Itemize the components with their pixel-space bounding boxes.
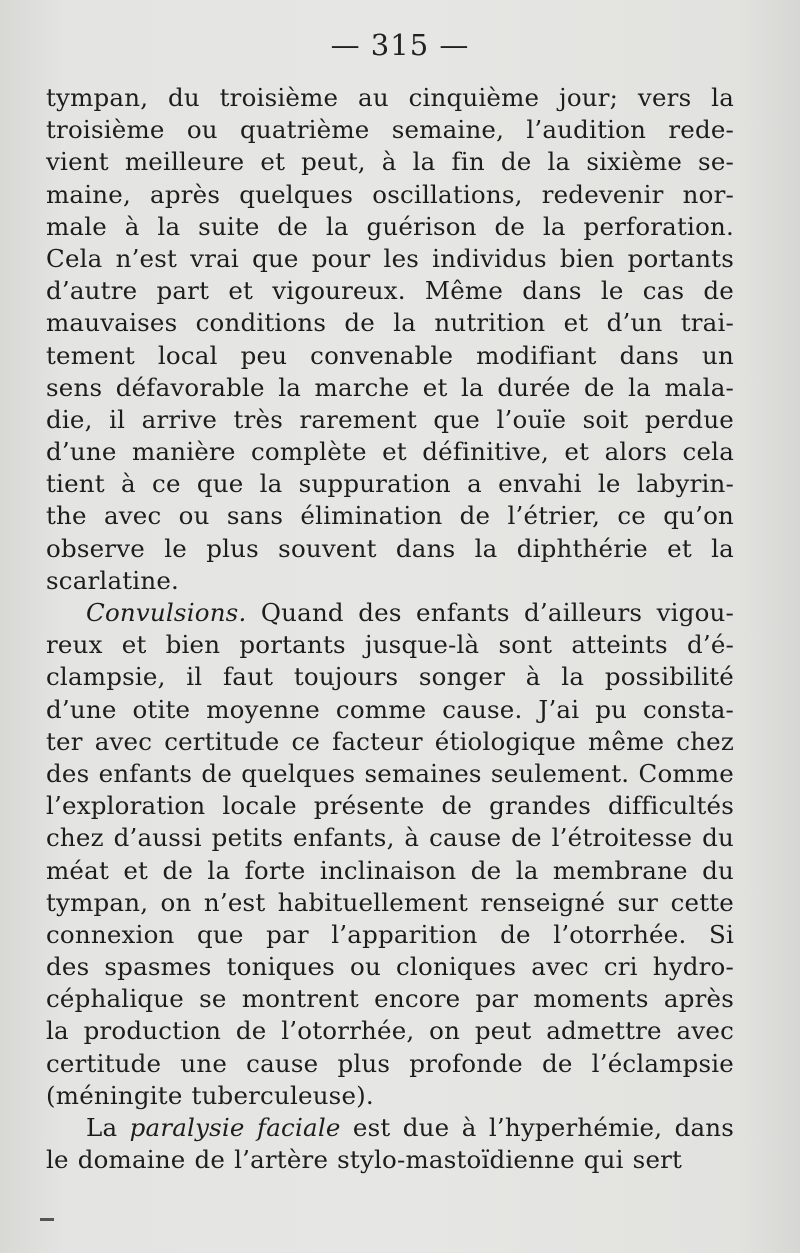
italic-term: paralysie faciale [129, 1113, 341, 1142]
text-line [46, 983, 734, 1015]
text-segment: the avec ou sans élimination de l’étrier, ce qu’on [46, 501, 734, 531]
text-line [46, 500, 734, 532]
text-segment: tement local peu convenable modifiant dans un [46, 340, 734, 370]
text-line [46, 1048, 734, 1080]
text-line [46, 629, 734, 661]
text-line [46, 951, 734, 983]
text-segment: l’exploration locale présente de grandes difficultés [46, 791, 734, 821]
text-segment: maine, après quelques oscillations, redevenir nor- [46, 179, 734, 209]
text-line [46, 887, 734, 919]
text-line [46, 758, 734, 790]
body-text [46, 82, 734, 1176]
text-line [46, 179, 734, 211]
text-line [46, 597, 734, 629]
text-segment: est due à l’hyperhémie, dans [340, 1113, 735, 1142]
text-line [46, 146, 734, 178]
text-segment: des enfants de quelques semaines seulement. Comme [46, 758, 734, 788]
page-number: — 315 — [330, 28, 470, 62]
text-segment: die, il arrive très rarement que l’ouïe soit perdue [46, 404, 734, 434]
text-line [46, 565, 734, 597]
text-line [46, 211, 734, 243]
text-segment: mauvaises conditions de la nutrition et d’un trai- [46, 308, 734, 338]
text-line [46, 661, 734, 693]
text-segment: ter avec certitude ce facteur étiologique même chez [46, 726, 734, 756]
print-mark [40, 1218, 54, 1221]
text-segment: céphalique se montrent encore par moments après [46, 984, 734, 1014]
text-segment: tympan, on n’est habituellement renseigné sur cette [46, 887, 734, 917]
text-line [46, 694, 734, 726]
italic-term: Convulsions. [86, 598, 247, 627]
text-line [46, 533, 734, 565]
text-line [46, 1112, 734, 1144]
text-segment: d’une manière complète et définitive, et alors cela [46, 437, 734, 467]
text-segment: d’autre part et vigoureux. Même dans le cas de [46, 276, 734, 306]
text-segment: scarlatine. [46, 565, 180, 595]
text-segment: troisième ou quatrième semaine, l’audition rede- [46, 115, 734, 145]
text-segment: chez d’aussi petits enfants, à cause de l’étroitesse du [46, 823, 734, 853]
text-line [46, 790, 734, 822]
text-segment: vient meilleure et peut, à la fin de la sixième se- [46, 147, 734, 177]
text-segment: tient à ce que la suppuration a envahi le labyrin- [46, 469, 734, 499]
text-segment: certitude une cause plus profonde de l’éclampsie [46, 1048, 734, 1078]
text-line [46, 919, 734, 951]
text-line [46, 822, 734, 854]
text-line [46, 855, 734, 887]
text-segment: observe le plus souvent dans la diphthérie et la [46, 533, 734, 563]
text-segment: reux et bien portants jusque-là sont atteints d’é- [46, 630, 734, 660]
text-line [46, 275, 734, 307]
text-line [46, 114, 734, 146]
text-segment: La [86, 1113, 130, 1142]
text-segment: le domaine de l’artère stylo-mastoïdienne qui sert [46, 1145, 683, 1175]
text-segment: des spasmes toniques ou cloniques avec cri hydro- [46, 952, 734, 982]
text-line [46, 243, 734, 275]
text-segment: sens défavorable la marche et la durée de la mala- [46, 372, 734, 402]
text-segment: connexion que par l’apparition de l’otorrhée. Si [46, 919, 734, 949]
text-line [46, 726, 734, 758]
text-line [46, 372, 734, 404]
text-segment: tympan, du troisième au cinquième jour; vers la [46, 83, 734, 112]
text-line [46, 436, 734, 468]
text-segment: méat et de la forte inclinaison de la membrane du [46, 855, 734, 885]
text-line [46, 468, 734, 500]
text-line [46, 82, 734, 114]
text-segment: d’une otite moyenne comme cause. J’ai pu consta- [46, 694, 734, 724]
text-segment: (méningite tuberculeuse). [46, 1080, 374, 1110]
text-line [46, 1080, 734, 1112]
text-line [46, 307, 734, 339]
text-line [46, 404, 734, 436]
text-segment: male à la suite de la guérison de la perforation. [46, 211, 734, 241]
text-line [46, 1015, 734, 1047]
text-line [46, 340, 734, 372]
text-segment: Cela n’est vrai que pour les individus bien portants [46, 243, 734, 273]
text-segment: clampsie, il faut toujours songer à la possibilité [46, 662, 734, 692]
text-segment: Quand des enfants d’ailleurs vigou- [246, 598, 734, 627]
text-line [46, 1144, 734, 1176]
text-segment: la production de l’otorrhée, on peut admettre avec [46, 1016, 734, 1046]
